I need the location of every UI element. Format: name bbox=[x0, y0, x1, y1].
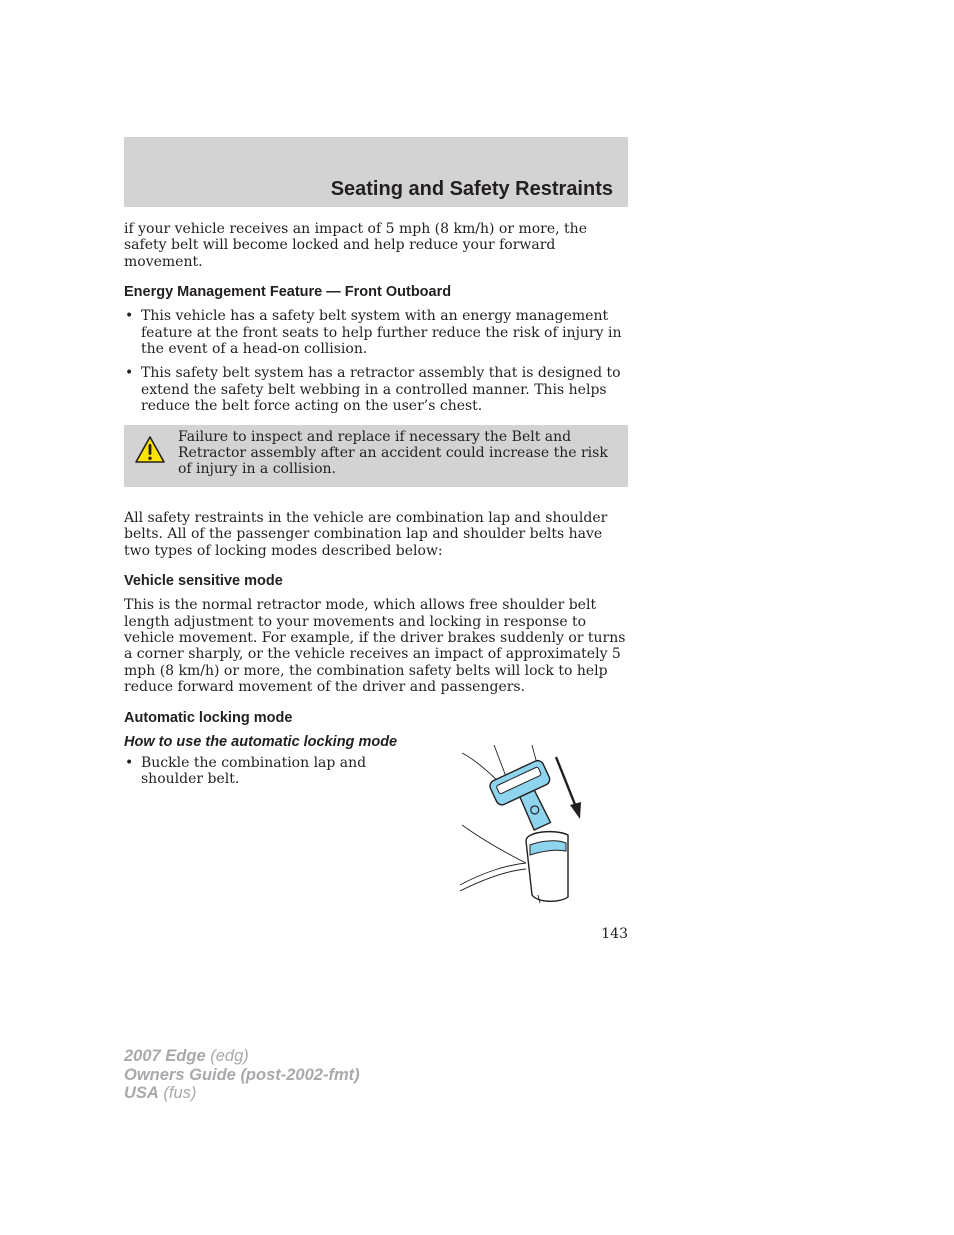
vehicle-sensitive-heading: Vehicle sensitive mode bbox=[124, 573, 283, 590]
footer-market: USA bbox=[124, 1084, 159, 1102]
energy-management-list bbox=[124, 308, 628, 414]
automatic-locking-heading: Automatic locking mode bbox=[124, 709, 293, 726]
chapter-title: Seating and Safety Restraints bbox=[330, 178, 613, 200]
vehicle-sensitive-paragraph: This is the normal retractor mode, which allows free shoulder belt length adjustment to your movements and locking in response to vehicle movement. For example, if the driver brakes suddenly or turns a corner sharply, or the vehicle receives an impact of approximately 5 mph (8 km/h) or more, the combination safety belts will lock to help reduce forward movement of the driver and passengers. bbox=[124, 597, 626, 696]
bullet-dot: • bbox=[125, 308, 134, 325]
list-item-text: Buckle the combination lap and shoulder belt. bbox=[141, 754, 367, 787]
bullet-dot: • bbox=[125, 754, 134, 771]
page-content bbox=[124, 221, 628, 925]
automatic-locking-subheading: How to use the automatic locking mode bbox=[124, 733, 398, 750]
list-item bbox=[124, 365, 628, 414]
buckle-section bbox=[124, 755, 628, 925]
footer-model: 2007 Edge bbox=[124, 1047, 206, 1065]
footer-line-market bbox=[124, 1084, 360, 1103]
document-footer bbox=[124, 1047, 360, 1103]
footer-model-code: (edg) bbox=[205, 1047, 249, 1065]
chapter-header-band bbox=[124, 137, 628, 207]
warning-triangle-icon bbox=[134, 435, 166, 465]
footer-guide: Owners Guide (post-2002-fmt) bbox=[124, 1065, 360, 1084]
footer-market-code: (fus) bbox=[158, 1084, 197, 1102]
list-item bbox=[124, 308, 628, 357]
energy-management-heading: Energy Management Feature — Front Outboard bbox=[124, 284, 452, 301]
combination-belts-paragraph: All safety restraints in the vehicle are combination lap and shoulder belts. All of the passenger combination lap and shoulder belts have two types of locking modes described below: bbox=[124, 509, 608, 559]
seat-belt-buckle-illustration bbox=[460, 745, 586, 905]
footer-line-guide bbox=[124, 1066, 360, 1085]
warning-box bbox=[124, 425, 628, 487]
automatic-locking-list bbox=[124, 755, 384, 788]
bullet-dot: • bbox=[125, 365, 134, 382]
intro-paragraph: if your vehicle receives an impact of 5 mph (8 km/h) or more, the safety belt will become locked and help reduce your forward movement. bbox=[124, 221, 587, 270]
list-item-text: This safety belt system has a retractor assembly that is designed to extend the safety belt webbing in a controlled manner. This helps reduce the belt force acting on the user’s chest. bbox=[141, 365, 621, 415]
warning-text: Failure to inspect and replace if necessary the Belt and Retractor assembly after an accident could increase the risk of injury in a collision. bbox=[178, 428, 608, 478]
footer-line-model bbox=[124, 1047, 360, 1066]
page-number: 143 bbox=[601, 926, 628, 942]
list-item bbox=[124, 755, 384, 788]
list-item-text: This vehicle has a safety belt system with an energy management feature at the front seats to help further reduce the risk of injury in the event of a head-on collision. bbox=[141, 308, 622, 358]
